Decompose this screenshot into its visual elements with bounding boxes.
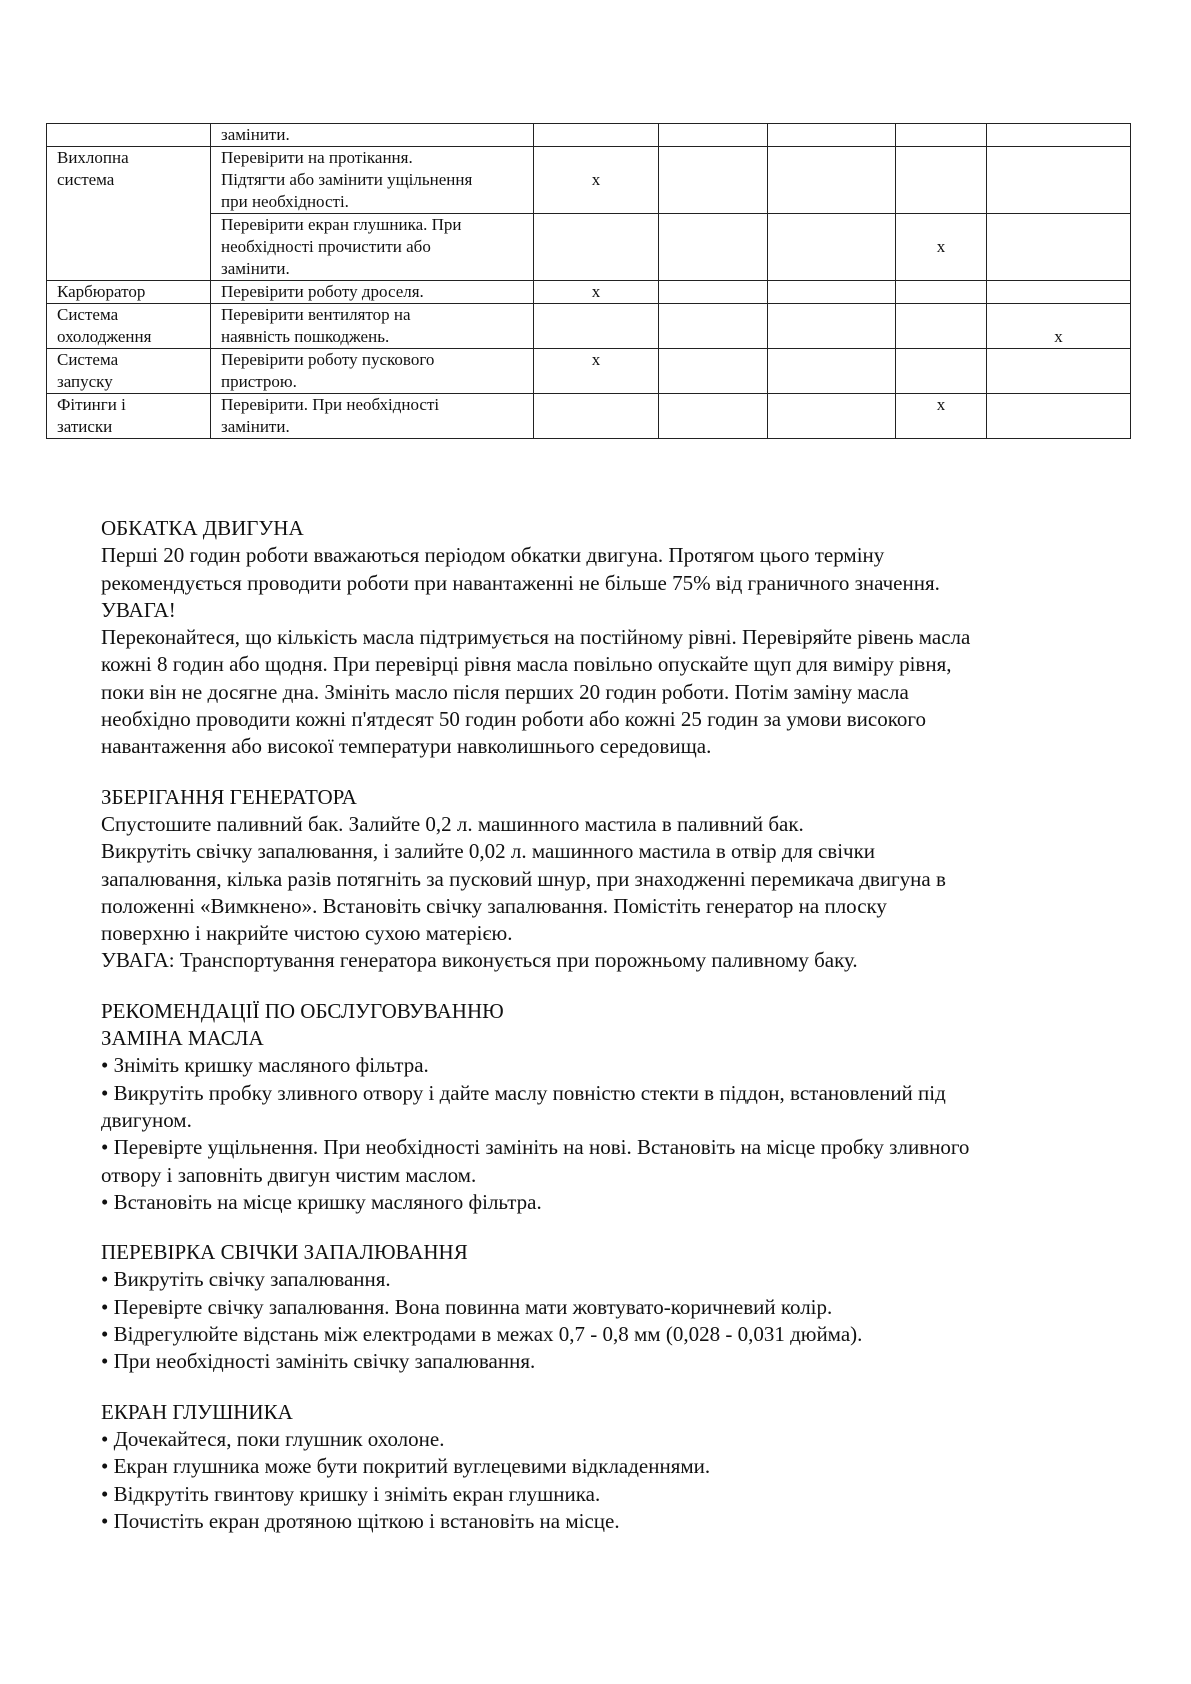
text-line: Викрутіть свічку запалювання, і залийте 0,02 л. машинного мастила в отвір для свічки — [101, 839, 876, 864]
bullet-line: • Зніміть кришку масляного фільтра. — [101, 1053, 429, 1078]
table-cell-mark — [659, 281, 768, 304]
table-cell-mark — [534, 124, 659, 147]
table-cell-group — [47, 281, 211, 304]
warning-label: УВАГА! — [101, 597, 176, 622]
table-cell-mark — [987, 124, 1131, 147]
table-cell-mark: x — [987, 304, 1131, 349]
group-line: Карбюратор — [57, 282, 146, 301]
bullet-line: • Почистіть екран дротяною щіткою і встановіть на місце. — [101, 1508, 620, 1533]
bullet-line: • Викрутіть пробку зливного отвору і дайте маслу повністю стекти в піддон, встановлений під — [101, 1080, 946, 1105]
text-line: поки він не досягне дна. Змініть масло після перших 20 годин роботи. Потім заміну масла — [101, 679, 909, 704]
group-line: затиски — [57, 417, 113, 436]
section-heading: РЕКОМЕНДАЦІЇ ПО ОБСЛУГОВУВАННЮ — [101, 998, 504, 1023]
task-line: Перевірити. При необхідності — [221, 395, 440, 414]
task-line: при необхідності. — [221, 192, 349, 211]
text-line: Спустошите паливний бак. Залийте 0,2 л. машинного мастила в паливний бак. — [101, 811, 804, 836]
table-cell-mark — [659, 124, 768, 147]
table-cell-task — [211, 394, 534, 439]
text-line: навантаження або високої температури навколишнього середовища. — [101, 734, 712, 759]
table-cell-mark — [659, 304, 768, 349]
text-line: Перші 20 годин роботи вважаються періодом обкатки двигуна. Протягом цього терміну — [101, 543, 885, 568]
group-line: Система — [57, 350, 119, 369]
bullet-line: • Екран глушника може бути покритий вуглецевими відкладеннями. — [101, 1454, 711, 1479]
text-line: рекомендується проводити роботи при навантаженні не більше 75% від граничного значення. — [101, 570, 940, 595]
task-line: Перевірити вентилятор на — [221, 305, 411, 324]
bullet-line: • Встановіть на місце кришку масляного фільтра. — [101, 1189, 542, 1214]
text-line: поверхню і накрийте чистою сухою матерією. — [101, 921, 513, 946]
table-cell-mark — [659, 349, 768, 394]
table-row — [47, 394, 1131, 439]
section-heading: ЗБЕРІГАННЯ ГЕНЕРАТОРА — [101, 784, 357, 809]
table-cell-mark — [768, 394, 896, 439]
table-cell-mark — [768, 304, 896, 349]
task-line: необхідності прочистити або — [221, 237, 431, 256]
table-cell-mark — [659, 394, 768, 439]
section-heading: ПЕРЕВІРКА СВІЧКИ ЗАПАЛЮВАННЯ — [101, 1240, 468, 1265]
table-cell-mark — [768, 281, 896, 304]
group-line: Система — [57, 305, 119, 324]
task-line: замінити. — [221, 125, 290, 144]
table-cell-group — [47, 394, 211, 439]
table-cell-mark — [534, 394, 659, 439]
table-cell-group — [47, 349, 211, 394]
text-line: отвору і заповніть двигун чистим маслом. — [101, 1162, 477, 1187]
group-line: Фітинги і — [57, 395, 126, 414]
bullet-line: • Відкрутіть гвинтову кришку і зніміть екран глушника. — [101, 1481, 601, 1506]
section-spark-plug-check — [101, 1239, 1121, 1375]
table-cell-mark — [768, 147, 896, 214]
table-row — [47, 304, 1131, 349]
table-cell-mark: x — [534, 281, 659, 304]
group-line: охолодження — [57, 327, 152, 346]
section-muffler-screen — [101, 1399, 1121, 1535]
task-line: наявність пошкоджень. — [221, 327, 390, 346]
table-cell-group — [47, 124, 211, 147]
table-cell-mark — [987, 147, 1131, 214]
section-maintenance-oil-change — [101, 998, 1121, 1216]
task-line: замінити. — [221, 417, 290, 436]
table-row — [47, 124, 1131, 147]
table-cell-task — [211, 281, 534, 304]
table-cell-mark: x — [534, 349, 659, 394]
maintenance-schedule-table — [46, 123, 1131, 439]
table-cell-mark — [987, 349, 1131, 394]
table-cell-mark — [659, 147, 768, 214]
table-row — [47, 281, 1131, 304]
table-cell-mark: x — [896, 214, 987, 281]
table-cell-task — [211, 349, 534, 394]
table-cell-mark — [534, 304, 659, 349]
table-cell-mark: x — [896, 394, 987, 439]
task-line: Перевірити роботу дроселя. — [221, 282, 424, 301]
table-cell-mark — [896, 281, 987, 304]
text-line: необхідно проводити кожні п'ятдесят 50 годин роботи або кожні 25 годин за умови високого — [101, 707, 926, 732]
table-cell-task — [211, 124, 534, 147]
table-cell-task — [211, 214, 534, 281]
section-heading: ОБКАТКА ДВИГУНА — [101, 516, 304, 540]
bullet-line: • Відрегулюйте відстань між електродами в межах 0,7 - 0,8 мм (0,028 - 0,031 дюйма). — [101, 1322, 863, 1347]
bullet-line: • При необхідності замініть свічку запалювання. — [101, 1349, 536, 1374]
table-cell-mark: x — [534, 147, 659, 214]
task-line: Перевірити роботу пускового — [221, 350, 435, 369]
bullet-line: • Перевірте свічку запалювання. Вона повинна мати жовтувато-коричневий колір. — [101, 1294, 833, 1319]
table-cell-task — [211, 147, 534, 214]
task-line: пристрою. — [221, 372, 297, 391]
text-line: запалювання, кілька разів потягніть за пусковий шнур, при знаходженні перемикача двигуна в — [101, 866, 946, 891]
table-cell-mark — [896, 124, 987, 147]
table-cell-task — [211, 304, 534, 349]
group-line: система — [57, 170, 115, 189]
table-cell-mark — [534, 214, 659, 281]
task-line: Перевірити екран глушника. При — [221, 215, 462, 234]
bullet-line: • Перевірте ущільнення. При необхідності замініть на нові. Встановіть на місце пробку зливного — [101, 1135, 970, 1160]
table-cell-mark — [987, 394, 1131, 439]
group-line: запуску — [57, 372, 113, 391]
body-text — [101, 515, 1121, 1558]
bullet-line: • Дочекайтеся, поки глушник охолоне. — [101, 1426, 445, 1451]
task-line: Підтягти або замінити ущільнення — [221, 170, 473, 189]
table-row — [47, 147, 1131, 214]
bullet-line: • Викрутіть свічку запалювання. — [101, 1267, 391, 1292]
section-engine-break-in — [101, 515, 1121, 761]
table-cell-mark — [768, 124, 896, 147]
group-line: Вихлопна — [57, 148, 129, 167]
text-line: положенні «Вимкнено». Встановіть свічку запалювання. Помістіть генератор на плоску — [101, 893, 887, 918]
table-cell-mark — [987, 281, 1131, 304]
table-cell-mark — [659, 214, 768, 281]
table-cell-mark — [987, 214, 1131, 281]
table-cell-mark — [768, 214, 896, 281]
table-cell-mark — [768, 349, 896, 394]
table-cell-group — [47, 147, 211, 281]
task-line: Перевірити на протікання. — [221, 148, 413, 167]
section-subheading: ЗАМІНА МАСЛА — [101, 1026, 264, 1051]
text-line: УВАГА: Транспортування генератора виконується при порожньому паливному баку. — [101, 948, 858, 973]
table-cell-group — [47, 304, 211, 349]
task-line: замінити. — [221, 259, 290, 278]
section-heading: ЕКРАН ГЛУШНИКА — [101, 1399, 293, 1424]
text-line: Переконайтеся, що кількість масла підтримується на постійному рівні. Перевіряйте рівень масла — [101, 625, 971, 650]
text-line: двигуном. — [101, 1107, 192, 1132]
text-line: кожні 8 годин або щодня. При перевірці рівня масла повільно опускайте щуп для виміру рівня, — [101, 652, 952, 677]
table-row — [47, 349, 1131, 394]
table-cell-mark — [896, 349, 987, 394]
section-generator-storage — [101, 784, 1121, 975]
table-cell-mark — [896, 304, 987, 349]
table-cell-mark — [896, 147, 987, 214]
